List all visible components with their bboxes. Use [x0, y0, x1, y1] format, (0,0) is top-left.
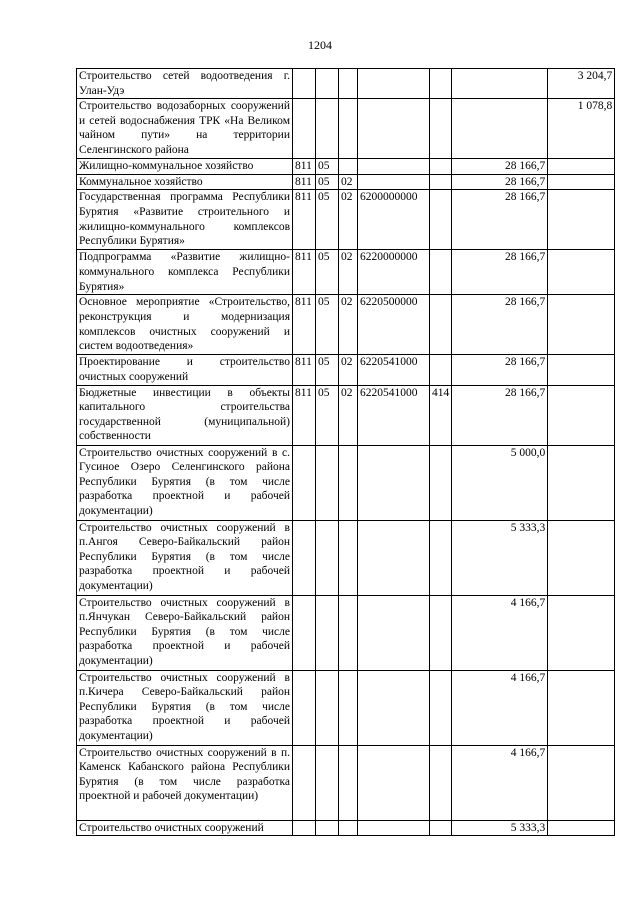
expense-type-code: [430, 355, 452, 385]
subsection-code: 02: [339, 295, 358, 355]
expense-type-code: [430, 190, 452, 250]
target-article-code: 6220500000: [358, 295, 430, 355]
amount-column-1: 4 166,7: [452, 745, 548, 820]
subsection-code: 02: [339, 385, 358, 445]
amount-column-2: [548, 159, 615, 175]
subsection-code: [339, 69, 358, 99]
ministry-code: 811: [293, 385, 316, 445]
expense-type-code: [430, 69, 452, 99]
section-code: 05: [316, 174, 339, 190]
row-name: Строительство очистных сооружений в п.Янчукан Северо-Байкальский район Республики Бурятия (в том числе разработка проектной и рабочей документации): [77, 595, 293, 670]
row-name: Бюджетные инвестиции в объекты капитального строительства государственной (муниципальной) собственности: [77, 385, 293, 445]
table-row: [77, 295, 615, 355]
section-code: 05: [316, 159, 339, 175]
row-name: Строительство очистных сооружений в с. Гусиное Озеро Селенгинского района Республики Бурятия (в том числе разработка проектной и рабочей документации): [77, 445, 293, 520]
target-article-code: 6220541000: [358, 355, 430, 385]
subsection-code: [339, 595, 358, 670]
target-article-code: [358, 820, 430, 836]
section-code: [316, 445, 339, 520]
amount-column-1: 28 166,7: [452, 385, 548, 445]
subsection-code: [339, 99, 358, 159]
row-name: Основное мероприятие «Строительство, реконструкция и модернизация комплексов очистных сооружений и систем водоотведения»: [77, 295, 293, 355]
expense-type-code: [430, 295, 452, 355]
amount-column-1: [452, 99, 548, 159]
target-article-code: [358, 99, 430, 159]
ministry-code: [293, 520, 316, 595]
table-row: [77, 355, 615, 385]
amount-column-1: 4 166,7: [452, 670, 548, 745]
target-article-code: [358, 445, 430, 520]
table-row: [77, 69, 615, 99]
subsection-code: [339, 745, 358, 820]
amount-column-2: [548, 745, 615, 820]
expense-type-code: [430, 820, 452, 836]
table-row: [77, 445, 615, 520]
amount-column-2: 1 078,8: [548, 99, 615, 159]
target-article-code: [358, 159, 430, 175]
table-row: [77, 595, 615, 670]
section-code: [316, 99, 339, 159]
table-row: [77, 190, 615, 250]
amount-column-2: [548, 385, 615, 445]
amount-column-2: [548, 445, 615, 520]
target-article-code: [358, 670, 430, 745]
amount-column-2: [548, 250, 615, 295]
row-name: Строительство очистных сооружений в п.Кичера Северо-Байкальский район Республики Бурятия (в том числе разработка проектной и рабочей документации): [77, 670, 293, 745]
amount-column-1: 28 166,7: [452, 295, 548, 355]
target-article-code: 6200000000: [358, 190, 430, 250]
amount-column-1: 5 333,3: [452, 520, 548, 595]
ministry-code: [293, 670, 316, 745]
ministry-code: 811: [293, 355, 316, 385]
ministry-code: 811: [293, 174, 316, 190]
table-body: [77, 69, 615, 836]
section-code: 05: [316, 385, 339, 445]
ministry-code: 811: [293, 250, 316, 295]
subsection-code: [339, 520, 358, 595]
expense-type-code: [430, 520, 452, 595]
expense-type-code: [430, 174, 452, 190]
amount-column-2: [548, 520, 615, 595]
budget-table: [76, 68, 615, 836]
expense-type-code: [430, 99, 452, 159]
subsection-code: 02: [339, 174, 358, 190]
section-code: [316, 520, 339, 595]
table-row: [77, 520, 615, 595]
amount-column-1: 28 166,7: [452, 250, 548, 295]
amount-column-2: [548, 190, 615, 250]
amount-column-2: [548, 670, 615, 745]
table-row: [77, 820, 615, 836]
target-article-code: [358, 520, 430, 595]
ministry-code: [293, 595, 316, 670]
ministry-code: [293, 745, 316, 820]
target-article-code: [358, 69, 430, 99]
row-name: Строительство очистных сооружений в п.Ангоя Северо-Байкальский район Республики Бурятия (в том числе разработка проектной и рабочей документации): [77, 520, 293, 595]
row-name: Коммунальное хозяйство: [77, 174, 293, 190]
expense-type-code: [430, 745, 452, 820]
target-article-code: [358, 745, 430, 820]
table-row: [77, 159, 615, 175]
row-name: Жилищно-коммунальное хозяйство: [77, 159, 293, 175]
amount-column-2: [548, 355, 615, 385]
section-code: 05: [316, 295, 339, 355]
subsection-code: [339, 159, 358, 175]
table-row: [77, 385, 615, 445]
amount-column-1: 28 166,7: [452, 174, 548, 190]
expense-type-code: [430, 595, 452, 670]
expense-type-code: [430, 670, 452, 745]
amount-column-2: [548, 295, 615, 355]
amount-column-1: 28 166,7: [452, 355, 548, 385]
amount-column-2: [548, 174, 615, 190]
subsection-code: 02: [339, 250, 358, 295]
ministry-code: [293, 445, 316, 520]
row-name: Строительство очистных сооружений: [77, 820, 293, 836]
subsection-code: 02: [339, 355, 358, 385]
expense-type-code: [430, 159, 452, 175]
amount-column-1: 28 166,7: [452, 190, 548, 250]
target-article-code: 6220000000: [358, 250, 430, 295]
table-row: [77, 670, 615, 745]
row-name: Строительство водозаборных сооружений и сетей водоснабжения ТРК «На Великом чайном пути» на территории Селенгинского района: [77, 99, 293, 159]
amount-column-1: [452, 69, 548, 99]
expense-type-code: 414: [430, 385, 452, 445]
table-row: [77, 250, 615, 295]
row-name: Подпрограмма «Развитие жилищно-коммунального комплекса Республики Бурятия»: [77, 250, 293, 295]
row-name: Государственная программа Республики Бурятия «Развитие строительного и жилищно-коммунального комплексов Республики Бурятия»: [77, 190, 293, 250]
subsection-code: [339, 670, 358, 745]
amount-column-1: 28 166,7: [452, 159, 548, 175]
section-code: [316, 69, 339, 99]
ministry-code: 811: [293, 159, 316, 175]
ministry-code: [293, 99, 316, 159]
target-article-code: [358, 174, 430, 190]
table-row: [77, 745, 615, 820]
ministry-code: [293, 820, 316, 836]
ministry-code: 811: [293, 190, 316, 250]
amount-column-2: 3 204,7: [548, 69, 615, 99]
subsection-code: 02: [339, 190, 358, 250]
amount-column-1: 4 166,7: [452, 595, 548, 670]
amount-column-2: [548, 820, 615, 836]
target-article-code: [358, 595, 430, 670]
row-name: Строительство очистных сооружений в п. Каменск Кабанского района Республики Бурятия (в том числе разработка проектной и рабочей документации): [77, 745, 293, 820]
target-article-code: 6220541000: [358, 385, 430, 445]
row-name: Строительство сетей водоотведения г. Улан-Удэ: [77, 69, 293, 99]
table-row: [77, 174, 615, 190]
ministry-code: 811: [293, 295, 316, 355]
ministry-code: [293, 69, 316, 99]
section-code: 05: [316, 355, 339, 385]
section-code: [316, 670, 339, 745]
section-code: [316, 745, 339, 820]
amount-column-2: [548, 595, 615, 670]
expense-type-code: [430, 445, 452, 520]
row-name: Проектирование и строительство очистных сооружений: [77, 355, 293, 385]
subsection-code: [339, 445, 358, 520]
section-code: [316, 820, 339, 836]
subsection-code: [339, 820, 358, 836]
expense-type-code: [430, 250, 452, 295]
section-code: 05: [316, 190, 339, 250]
amount-column-1: 5 000,0: [452, 445, 548, 520]
page-number: 1204: [308, 38, 332, 52]
table-row: [77, 99, 615, 159]
section-code: 05: [316, 250, 339, 295]
section-code: [316, 595, 339, 670]
amount-column-1: 5 333,3: [452, 820, 548, 836]
